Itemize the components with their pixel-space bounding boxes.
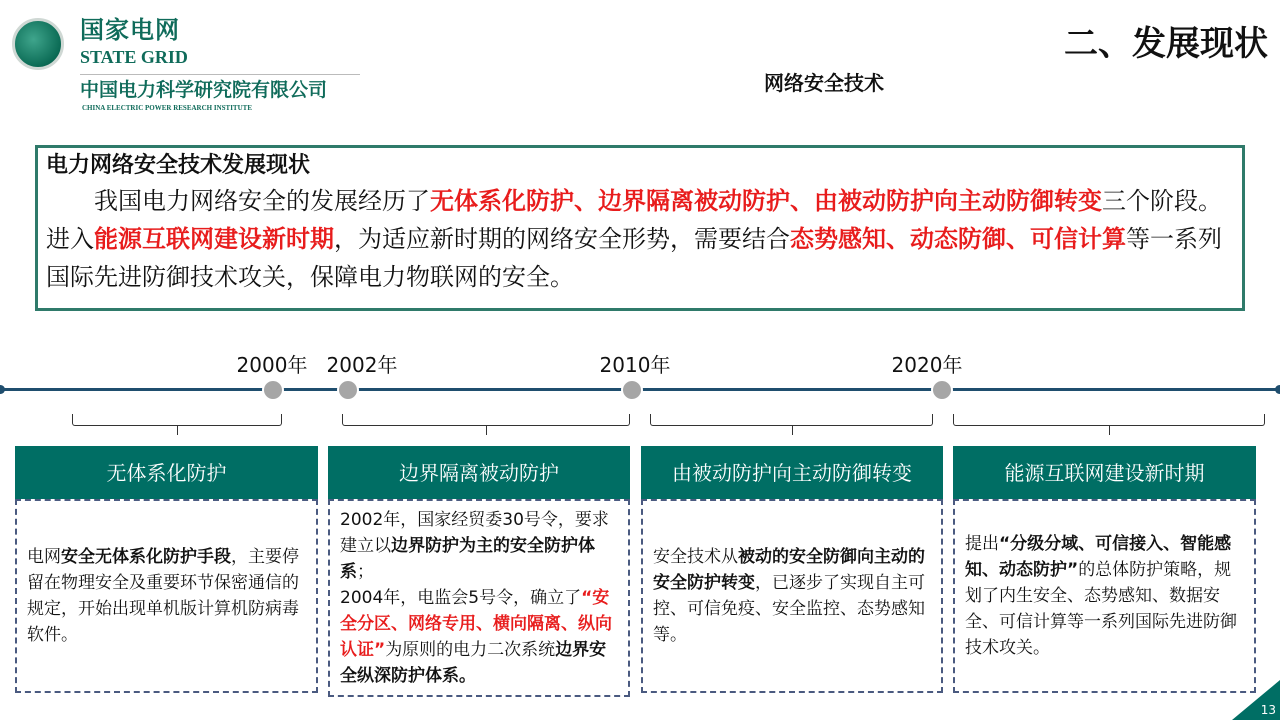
bold-text: 安全无体系化防护手段 [61,547,231,567]
phase-header: 能源互联网建设新时期 [953,446,1256,499]
text: 三个阶段。进入 [46,187,1222,253]
timeline-dot [337,379,359,401]
summary-box [35,145,1245,311]
text: 2004年，电监会5号令，确立了 [340,588,582,608]
institute-en: CHINA ELECTRIC POWER RESEARCH INSTITUTE [82,104,252,112]
bold-text: “分级分域、可信接入、智能感知、动态防护” [965,534,1232,580]
highlight: “安全分区、网络专用、横向隔离、纵向认证” [340,588,612,660]
institute-cn: 中国电力科学研究院有限公司 [80,79,328,101]
year-label: 2002年 [326,353,398,377]
phase-header: 无体系化防护 [15,446,318,499]
brace [342,414,630,426]
state-grid-logo [12,18,64,70]
phase-header: 由被动防护向主动防御转变 [641,446,943,499]
logo-divider [80,74,360,75]
timeline-end [1275,385,1280,394]
text: ，为适应新时期的网络安全形势，需要结合 [334,225,790,253]
year-label: 2000年 [236,353,308,377]
brace [72,414,282,426]
highlight: 能源互联网建设新时期 [94,225,334,253]
timeline-dot [621,379,643,401]
bold-text: 边界防护为主的安全防护体系 [340,536,595,582]
brand-en: STATE GRID [80,47,188,67]
brace [650,414,933,426]
text: 为原则的电力二次系统 [385,640,556,660]
text: ，已逐步了实现自主可控、可信免疫、安全监控、态势感知等。 [653,573,925,645]
text: ，主要停留在物理安全及重要环节保密通信的规定，开始出现单机版计算机防病毒软件。 [27,547,299,645]
slide-subtitle: 网络安全技术 [764,71,884,95]
text: 安全技术从 [653,547,738,567]
text: 的总体防护策略，规划了内生安全、态势感知、数据安全、可信计算等一系列国际先进防御技术攻关。 [965,560,1237,658]
text: 提出 [965,534,999,554]
text: 2002年，国家经贸委30号令，要求建立以 [340,510,609,556]
summary-heading: 电力网络安全技术发展现状 [46,153,311,178]
timeline-start [0,385,5,394]
phase-description [953,499,1256,693]
phase-description [15,499,318,693]
timeline-dot [931,379,953,401]
text: 等一系列国际先进防御技术攻关，保障电力物联网的安全。 [46,225,1222,291]
brace [953,414,1265,426]
timeline-dot [262,379,284,401]
highlight: 态势感知、动态防御、可信计算 [790,225,1126,253]
phase-description [328,499,630,697]
page-number: 13 [1260,703,1276,717]
bold-text: 被动的安全防御向主动的安全防护转变 [653,547,925,593]
phase-description [641,499,943,693]
brand-cn: 国家电网 [80,16,180,44]
text: 电网 [27,547,61,567]
text: ； [357,562,374,582]
phase-header: 边界隔离被动防护 [328,446,630,499]
year-label: 2010年 [599,353,671,377]
bold-text: 边界安全纵深防护体系。 [340,640,607,686]
summary-text [46,182,1234,296]
highlight: 无体系化防护、边界隔离被动防护、由被动防护向主动防御转变 [430,187,1102,215]
text: 我国电力网络安全的发展经历了 [94,187,430,215]
year-label: 2020年 [891,353,963,377]
slide-title: 二、发展现状 [1064,24,1268,64]
